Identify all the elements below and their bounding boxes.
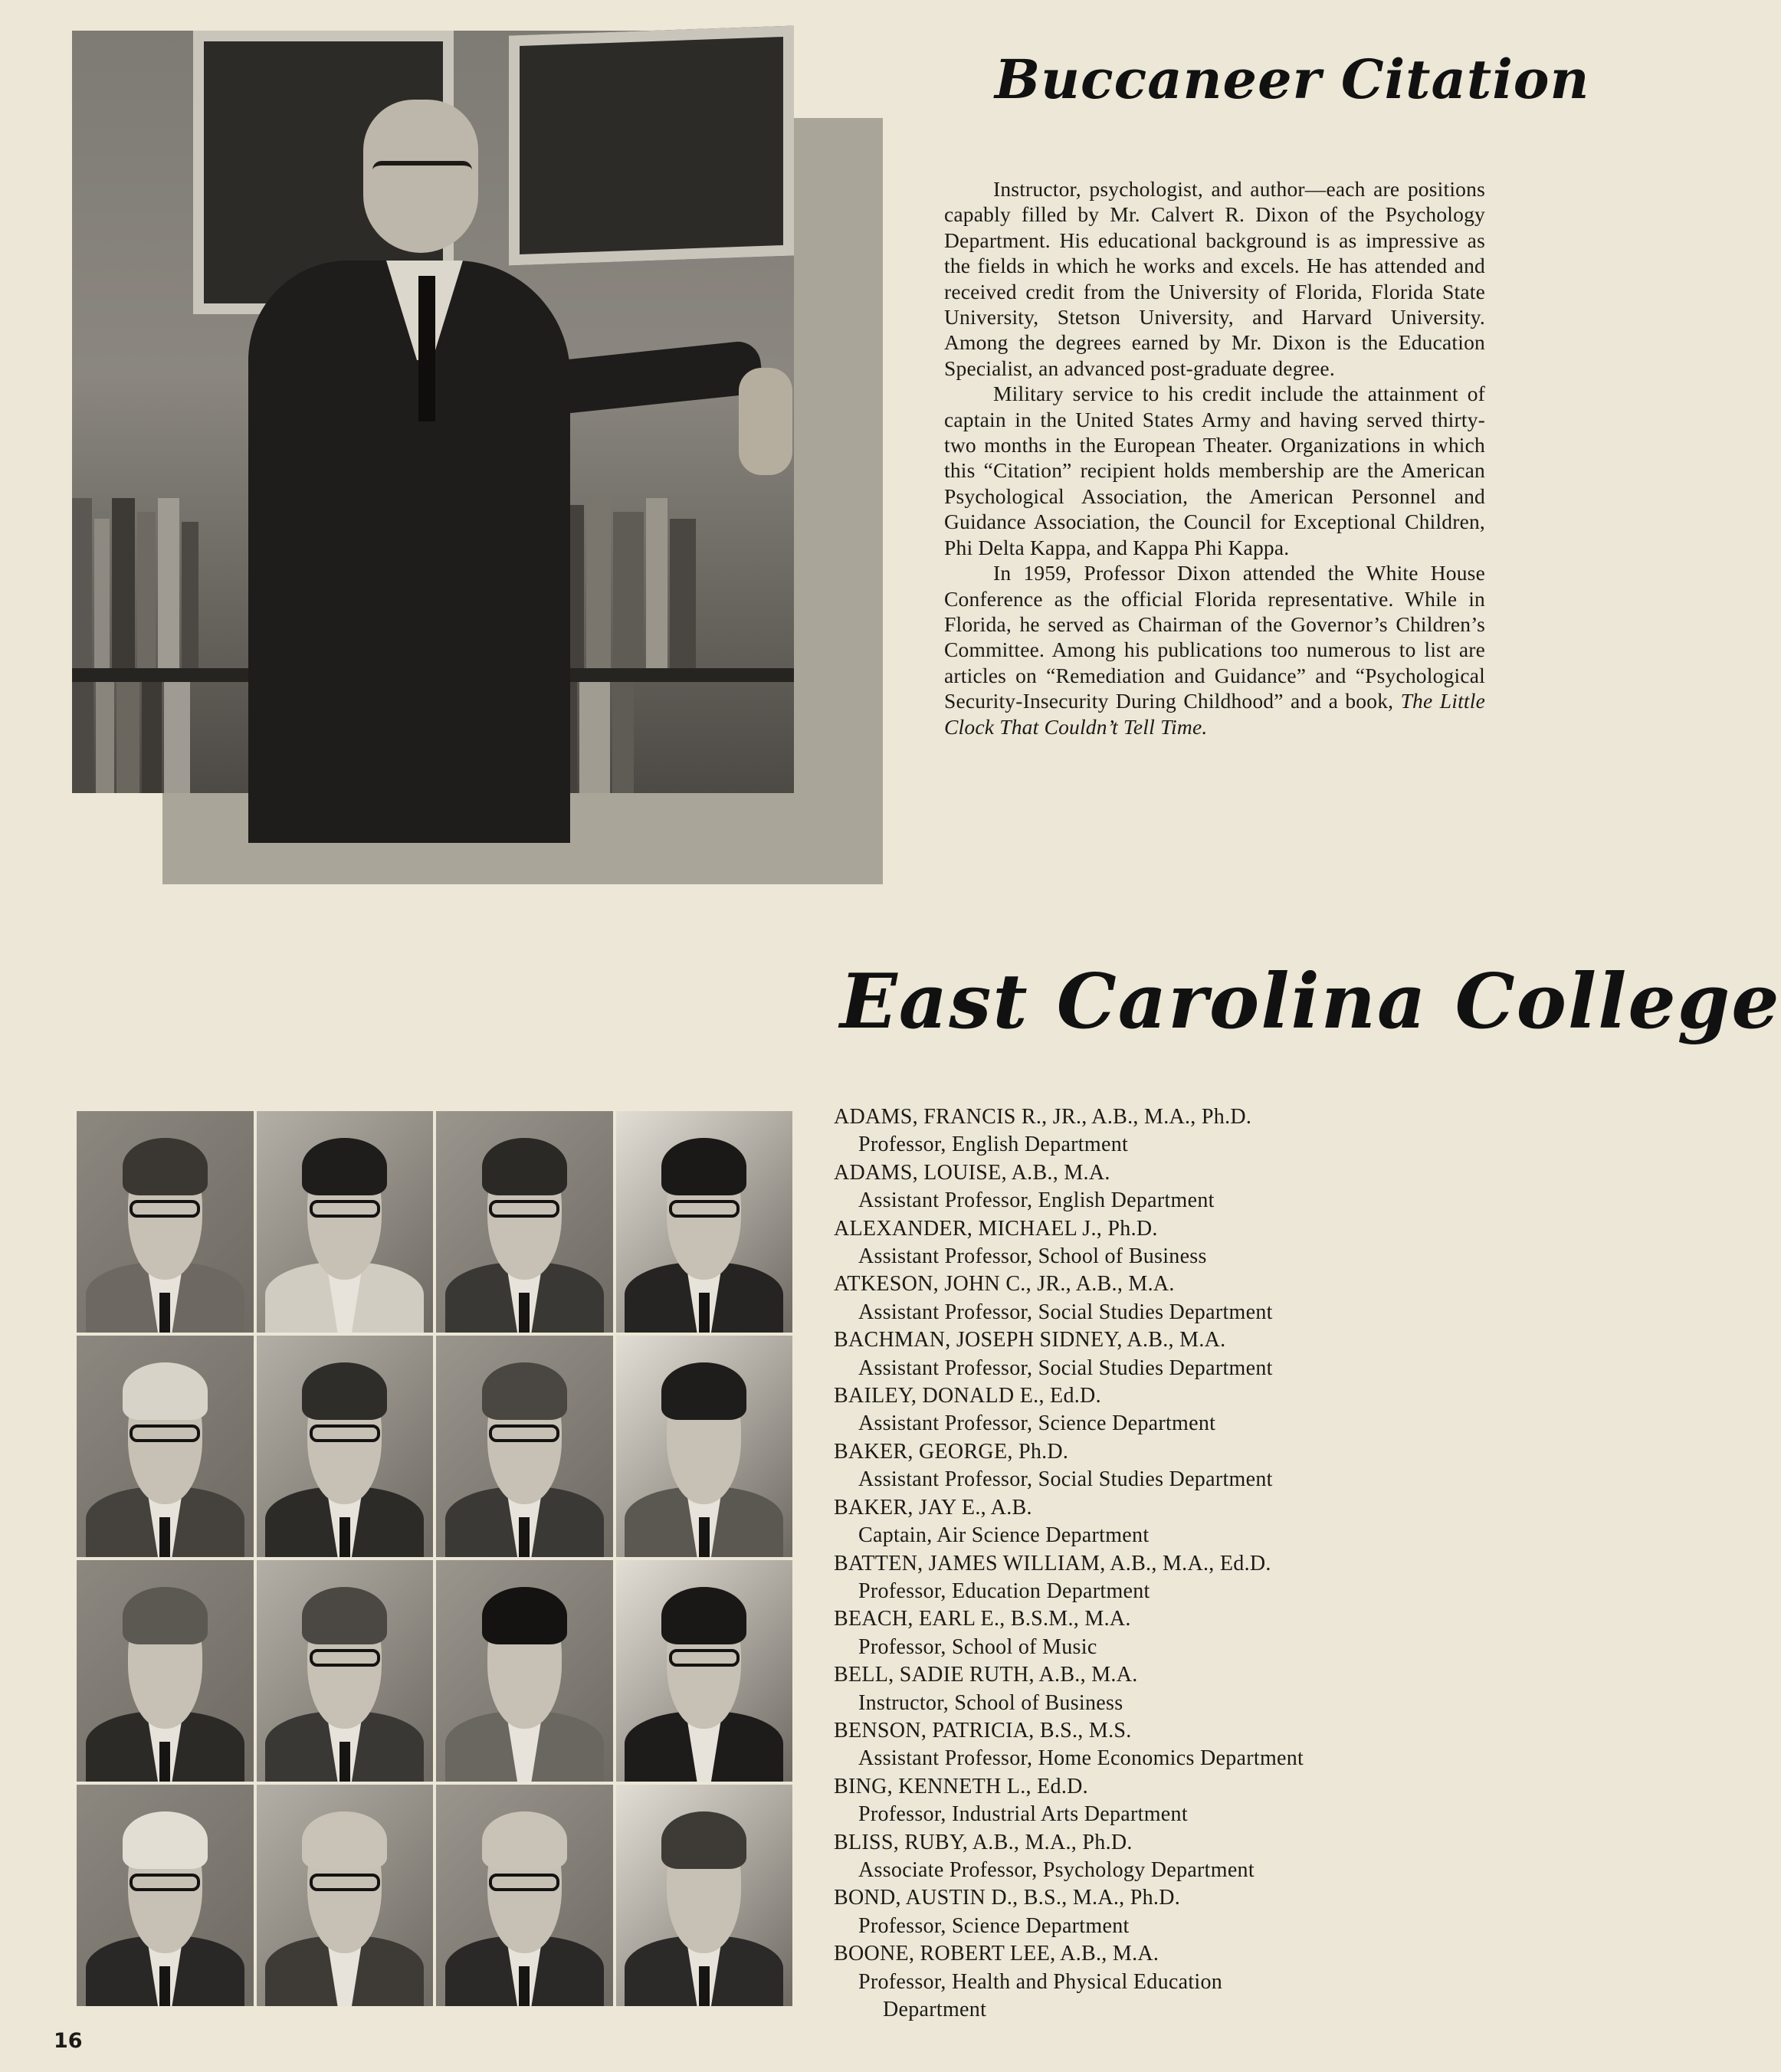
faculty-entry: [834, 1494, 1524, 1550]
faculty-title-text: Assistant Professor, Social Studies Department: [858, 1356, 1273, 1380]
faculty-name: BACHMAN, JOSEPH SIDNEY, A.B., M.A.: [834, 1328, 1226, 1352]
faculty-name: ADAMS, FRANCIS R., JR., A.B., M.A., Ph.D.: [834, 1105, 1252, 1129]
faculty-entry: [834, 1829, 1524, 1885]
faculty-title: [834, 1522, 1524, 1549]
citation-paragraph: [944, 560, 1485, 739]
faculty-title: [834, 1243, 1524, 1270]
faculty-list: [834, 1103, 1524, 2024]
faculty-name: BOONE, ROBERT LEE, A.B., M.A.: [834, 1942, 1159, 1966]
faculty-title: [834, 1187, 1524, 1215]
faculty-portrait: [436, 1560, 613, 1782]
faculty-entry: [834, 1940, 1524, 2024]
faculty-name: BLISS, RUBY, A.B., M.A., Ph.D.: [834, 1830, 1133, 1854]
faculty-portrait: [257, 1785, 434, 2006]
faculty-title: [834, 1299, 1524, 1326]
subject-suit: [248, 261, 570, 843]
citation-paragraph-text: In 1959, Professor Dixon attended the White House Conference as the official Florida representative. While in Florida, he served as Chairman of the Governor’s Children’s Committee. Among his publications too numerous to list are articles on “Remediation and Guidance” and “Psychological Security-Insecurity During Childhood” and a book,: [944, 561, 1485, 713]
faculty-portrait: [77, 1336, 254, 1557]
faculty-title-text: Professor, Industrial Arts Department: [858, 1802, 1188, 1827]
faculty-title-text: Professor, English Department: [858, 1133, 1129, 1157]
faculty-title: [834, 1913, 1524, 1940]
faculty-title: [834, 1410, 1524, 1438]
faculty-title: [834, 1578, 1524, 1605]
faculty-title: [834, 1801, 1524, 1828]
faculty-entry: [834, 1215, 1524, 1271]
faculty-title-text: Captain, Air Science Department: [858, 1523, 1150, 1548]
faculty-title: [834, 1969, 1524, 2024]
faculty-title: [834, 1745, 1524, 1772]
faculty-entry: [834, 1103, 1524, 1159]
faculty-entry: [834, 1438, 1524, 1494]
faculty-title-text: Professor, School of Music: [858, 1634, 1097, 1659]
faculty-name: BOND, AUSTIN D., B.S., M.A., Ph.D.: [834, 1886, 1181, 1910]
faculty-entry: [834, 1159, 1524, 1215]
subject-hand: [739, 368, 792, 475]
faculty-title-text: Professor, Science Department: [858, 1913, 1130, 1938]
faculty-portrait-grid: [77, 1111, 792, 2006]
faculty-portrait: [616, 1785, 793, 2006]
faculty-title-text: Assistant Professor, English Department: [858, 1188, 1215, 1213]
faculty-title: [834, 1131, 1524, 1159]
faculty-entry: [834, 1661, 1524, 1717]
subject-glasses: [372, 161, 472, 192]
faculty-title-text: Assistant Professor, Home Economics Department: [858, 1746, 1304, 1771]
faculty-title-text: Professor, Health and Physical Education: [858, 1969, 1223, 1994]
faculty-name: BAILEY, DONALD E., Ed.D.: [834, 1384, 1101, 1408]
faculty-entry: [834, 1550, 1524, 1606]
faculty-portrait: [77, 1560, 254, 1782]
faculty-entry: [834, 1270, 1524, 1326]
faculty-name: BELL, SADIE RUTH, A.B., M.A.: [834, 1663, 1138, 1687]
citation-paragraph: Instructor, psychologist, and author—each are positions capably filled by Mr. Calvert R. Dixon of the Psychology Department. His educational background is as impressive as the fields in which he works and excels. He has attended and received credit from the University of Florida, Florida State University, Stetson University, and Harvard University. Among the degrees earned by Mr. Dixon is the Education Specialist, an advanced post-graduate degree.: [944, 177, 1485, 380]
faculty-portrait: [257, 1336, 434, 1557]
faculty-entry: [834, 1605, 1524, 1661]
faculty-portrait: [436, 1785, 613, 2006]
citation-heading: Buccaneer Citation: [995, 48, 1590, 111]
faculty-title: [834, 1355, 1524, 1382]
page-number: 16: [54, 2029, 83, 2053]
faculty-portrait: [436, 1336, 613, 1557]
faculty-portrait: [257, 1111, 434, 1333]
faculty-name: BAKER, JAY E., A.B.: [834, 1495, 1032, 1520]
faculty-entry: [834, 1382, 1524, 1438]
faculty-title-text: Assistant Professor, Social Studies Department: [858, 1300, 1273, 1324]
faculty-portrait: [436, 1111, 613, 1333]
book-title: The Little Clock That Couldn’t Tell Time.: [944, 689, 1486, 739]
faculty-name: BING, KENNETH L., Ed.D.: [834, 1774, 1088, 1798]
faculty-entry: [834, 1773, 1524, 1829]
faculty-title-text: Assistant Professor, School of Business: [858, 1244, 1207, 1269]
faculty-title-text: Assistant Professor, Social Studies Department: [858, 1467, 1273, 1492]
faculty-name: ATKESON, JOHN C., JR., A.B., M.A.: [834, 1272, 1175, 1297]
faculty-title-text: Instructor, School of Business: [858, 1690, 1123, 1715]
faculty-name: ALEXANDER, MICHAEL J., Ph.D.: [834, 1216, 1158, 1241]
faculty-name: BAKER, GEORGE, Ph.D.: [834, 1439, 1069, 1464]
faculty-portrait: [257, 1560, 434, 1782]
faculty-entry: [834, 1326, 1524, 1382]
faculty-portrait: [77, 1785, 254, 2006]
citation-photo: [72, 31, 794, 793]
faculty-name: BEACH, EARL E., B.S.M., M.A.: [834, 1607, 1131, 1631]
faculty-portrait: [616, 1111, 793, 1333]
faculty-portrait: [616, 1560, 793, 1782]
citation-text: [944, 176, 1485, 739]
faculty-portrait: [616, 1336, 793, 1557]
faculty-name: BENSON, PATRICIA, B.S., M.S.: [834, 1718, 1132, 1743]
faculty-portrait: [77, 1111, 254, 1333]
faculty-title: [834, 1634, 1524, 1661]
faculty-title-text: Assistant Professor, Science Department: [858, 1411, 1216, 1436]
faculty-title-text: Professor, Education Department: [858, 1579, 1150, 1603]
wall-picture-frame: [509, 26, 794, 266]
college-heading: East Carolina College: [840, 958, 1781, 1046]
faculty-title: [834, 1857, 1524, 1884]
faculty-name: ADAMS, LOUISE, A.B., M.A.: [834, 1160, 1110, 1185]
citation-paragraph: Military service to his credit include the attainment of captain in the United States Army and having served thirty-two months in the European Theater. Organizations in which this “Citation” recipient holds membership are the American Psychological Association, the American Personnel and Guidance Association, the Council for Exceptional Children, Phi Delta Kappa, and Kappa Phi Kappa.: [944, 382, 1485, 559]
faculty-name: BATTEN, JAMES WILLIAM, A.B., M.A., Ed.D.: [834, 1551, 1271, 1575]
faculty-entry: [834, 1884, 1524, 1940]
faculty-entry: [834, 1717, 1524, 1773]
faculty-title-text: Associate Professor, Psychology Department: [858, 1857, 1255, 1882]
faculty-title: [834, 1690, 1524, 1717]
subject-tie: [418, 276, 435, 421]
faculty-title-continued: Department: [883, 1998, 987, 2021]
faculty-title: [834, 1466, 1524, 1493]
